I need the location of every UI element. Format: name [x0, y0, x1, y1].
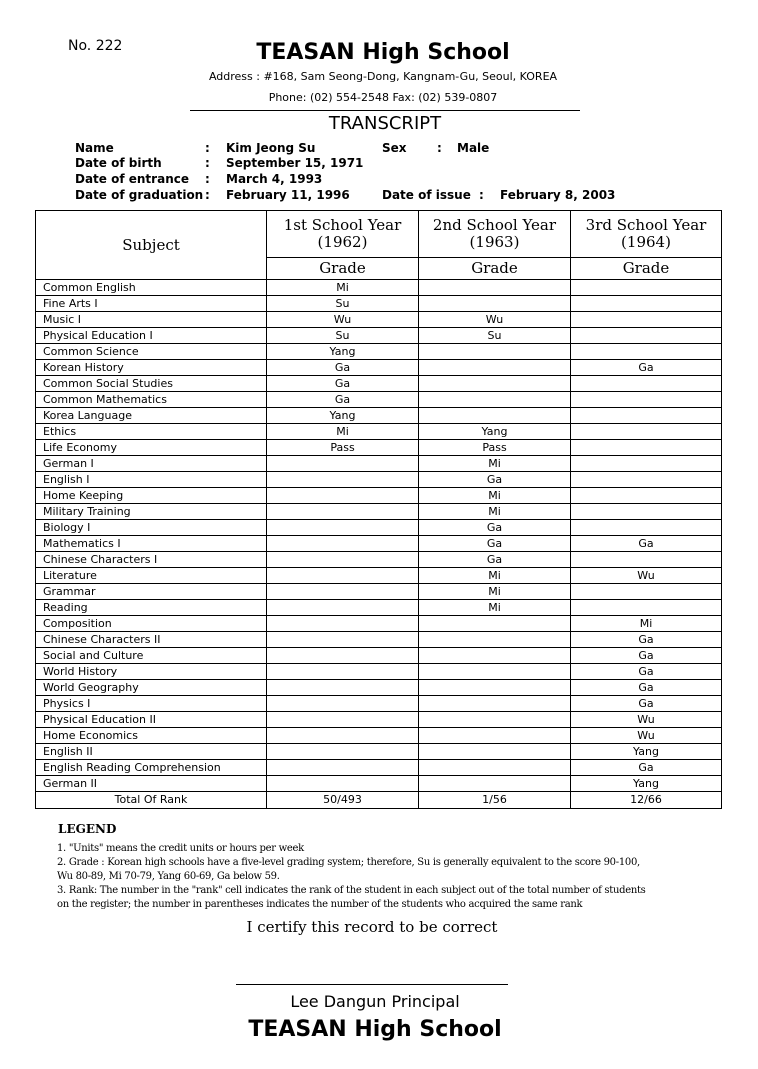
- subject-cell: Common Social Studies: [36, 376, 267, 392]
- grade-header: Grade: [419, 258, 571, 280]
- subject-cell: Composition: [36, 616, 267, 632]
- grade-cell-year-1: [267, 696, 419, 712]
- subject-cell: Home Economics: [36, 728, 267, 744]
- table-row: [36, 616, 722, 632]
- year-value: (1962): [317, 233, 368, 251]
- grade-cell-year-1: [267, 520, 419, 536]
- sex-value: Male: [457, 141, 490, 155]
- grade-cell-year-2: [419, 616, 571, 632]
- grade-cell-year-3: [571, 440, 722, 456]
- legend-title: LEGEND: [58, 822, 117, 836]
- total-rank-year-3: 12/66: [571, 792, 722, 809]
- table-row: [36, 568, 722, 584]
- grade-cell-year-3: [571, 600, 722, 616]
- grade-cell-year-3: [571, 312, 722, 328]
- subject-cell: Military Training: [36, 504, 267, 520]
- colon: :: [205, 141, 210, 155]
- grade-cell-year-1: [267, 632, 419, 648]
- subject-cell: Fine Arts I: [36, 296, 267, 312]
- grade-cell-year-3: [571, 344, 722, 360]
- total-rank-year-2: 1/56: [419, 792, 571, 809]
- grade-cell-year-2: [419, 712, 571, 728]
- grade-cell-year-1: [267, 712, 419, 728]
- colon: :: [437, 141, 442, 155]
- table-row: [36, 728, 722, 744]
- grade-cell-year-3: Mi: [571, 616, 722, 632]
- legend-line: Wu 80-89, Mi 70-79, Yang 60-69, Ga below 59.: [57, 871, 280, 882]
- sex-label: Sex: [382, 141, 407, 155]
- grade-cell-year-2: Mi: [419, 488, 571, 504]
- grade-cell-year-2: Ga: [419, 472, 571, 488]
- grade-cell-year-3: Ga: [571, 760, 722, 776]
- grade-cell-year-2: Ga: [419, 552, 571, 568]
- grade-cell-year-1: [267, 536, 419, 552]
- grade-cell-year-1: Mi: [267, 280, 419, 296]
- document-number: No. 222: [68, 38, 123, 54]
- table-row: [36, 680, 722, 696]
- table-row: [36, 600, 722, 616]
- table-row: [36, 648, 722, 664]
- grade-cell-year-1: Su: [267, 328, 419, 344]
- birth-value: September 15, 1971: [226, 156, 364, 170]
- subject-cell: Chinese Characters II: [36, 632, 267, 648]
- year-value: (1964): [621, 233, 671, 251]
- grade-cell-year-2: Mi: [419, 600, 571, 616]
- principal-name: Lee Dangun Principal: [290, 992, 460, 1011]
- subject-cell: Home Keeping: [36, 488, 267, 504]
- subject-cell: Common English: [36, 280, 267, 296]
- subject-cell: Literature: [36, 568, 267, 584]
- subject-cell: World Geography: [36, 680, 267, 696]
- grade-cell-year-1: [267, 568, 419, 584]
- grade-cell-year-2: Mi: [419, 504, 571, 520]
- grade-cell-year-3: [571, 408, 722, 424]
- subject-cell: Chinese Characters I: [36, 552, 267, 568]
- table-row: [36, 504, 722, 520]
- grade-cell-year-1: [267, 504, 419, 520]
- grade-cell-year-3: [571, 504, 722, 520]
- graduation-label: Date of graduation: [75, 188, 204, 202]
- grade-cell-year-2: [419, 408, 571, 424]
- table-row: [36, 472, 722, 488]
- subject-cell: Physical Education I: [36, 328, 267, 344]
- grade-cell-year-1: Pass: [267, 440, 419, 456]
- grade-cell-year-3: Ga: [571, 648, 722, 664]
- legend-line: 2. Grade : Korean high schools have a five-level grading system; therefore, Su is generally equivalent to the score 90-100,: [57, 857, 640, 868]
- table-row: [36, 584, 722, 600]
- grade-cell-year-3: [571, 456, 722, 472]
- issue-label: Date of issue: [382, 188, 471, 202]
- grade-cell-year-2: [419, 632, 571, 648]
- grade-cell-year-2: Pass: [419, 440, 571, 456]
- subject-cell: German I: [36, 456, 267, 472]
- grade-cell-year-2: [419, 376, 571, 392]
- grade-cell-year-3: Ga: [571, 536, 722, 552]
- name-label: Name: [75, 141, 114, 155]
- grades-table: [35, 210, 722, 809]
- colon: :: [205, 188, 210, 202]
- grade-cell-year-2: Yang: [419, 424, 571, 440]
- subject-cell: Korean History: [36, 360, 267, 376]
- table-row: [36, 664, 722, 680]
- school-address: Address : #168, Sam Seong-Dong, Kangnam-Gu, Seoul, KOREA: [208, 70, 558, 83]
- legend-line: 3. Rank: The number in the "rank" cell indicates the rank of the student in each subject out of the total number of students: [57, 885, 646, 896]
- grade-cell-year-1: [267, 728, 419, 744]
- grade-cell-year-1: Yang: [267, 408, 419, 424]
- grade-cell-year-2: [419, 344, 571, 360]
- grade-cell-year-2: [419, 360, 571, 376]
- subject-cell: Ethics: [36, 424, 267, 440]
- grade-cell-year-2: Mi: [419, 584, 571, 600]
- year-header-3: [571, 211, 722, 258]
- colon: :: [205, 172, 210, 186]
- subject-cell: Mathematics I: [36, 536, 267, 552]
- grade-cell-year-2: [419, 392, 571, 408]
- subject-cell: English II: [36, 744, 267, 760]
- school-phone: Phone: (02) 554-2548 Fax: (02) 539-0807: [268, 91, 498, 104]
- subject-cell: Physics I: [36, 696, 267, 712]
- subject-cell: Common Mathematics: [36, 392, 267, 408]
- grade-cell-year-1: [267, 744, 419, 760]
- table-row: [36, 280, 722, 296]
- grade-cell-year-1: [267, 472, 419, 488]
- year-label: 3rd School Year: [585, 216, 707, 234]
- table-row: [36, 744, 722, 760]
- table-row: [36, 408, 722, 424]
- birth-label: Date of birth: [75, 156, 162, 170]
- total-row: [36, 792, 722, 809]
- grade-cell-year-2: [419, 280, 571, 296]
- grade-cell-year-3: Wu: [571, 712, 722, 728]
- entrance-value: March 4, 1993: [226, 172, 323, 186]
- document-title: TRANSCRIPT: [328, 113, 442, 134]
- graduation-value: February 11, 1996: [226, 188, 350, 202]
- grade-cell-year-3: [571, 296, 722, 312]
- grade-cell-year-2: [419, 648, 571, 664]
- school-name-footer: TEASAN High School: [248, 1017, 502, 1042]
- table-row: [36, 376, 722, 392]
- subject-cell: Korea Language: [36, 408, 267, 424]
- subject-cell: Common Science: [36, 344, 267, 360]
- grade-header: Grade: [571, 258, 722, 280]
- grade-cell-year-3: Wu: [571, 568, 722, 584]
- table-row: [36, 776, 722, 792]
- table-row: [36, 696, 722, 712]
- grade-cell-year-2: Wu: [419, 312, 571, 328]
- grade-cell-year-1: Mi: [267, 424, 419, 440]
- signature-line: [236, 984, 508, 985]
- grade-cell-year-3: [571, 584, 722, 600]
- year-label: 2nd School Year: [432, 216, 557, 234]
- legend-line: 1. "Units" means the credit units or hours per week: [57, 843, 304, 854]
- grade-cell-year-1: [267, 776, 419, 792]
- grade-cell-year-1: [267, 552, 419, 568]
- table-row: [36, 712, 722, 728]
- subject-cell: World History: [36, 664, 267, 680]
- grade-rows: [36, 280, 722, 792]
- grade-cell-year-3: Yang: [571, 776, 722, 792]
- table-row: [36, 424, 722, 440]
- table-row: [36, 632, 722, 648]
- grade-cell-year-1: [267, 616, 419, 632]
- grade-cell-year-3: [571, 552, 722, 568]
- issue-value: February 8, 2003: [500, 188, 616, 202]
- grade-cell-year-1: [267, 488, 419, 504]
- grade-cell-year-1: Yang: [267, 344, 419, 360]
- grade-cell-year-3: [571, 472, 722, 488]
- grade-cell-year-2: [419, 680, 571, 696]
- table-row: [36, 536, 722, 552]
- grade-cell-year-3: Ga: [571, 664, 722, 680]
- colon: :: [479, 188, 484, 202]
- grade-cell-year-3: Ga: [571, 696, 722, 712]
- table-row: [36, 360, 722, 376]
- subject-cell: Life Economy: [36, 440, 267, 456]
- subject-cell: Physical Education II: [36, 712, 267, 728]
- grade-cell-year-1: [267, 760, 419, 776]
- grade-cell-year-2: [419, 664, 571, 680]
- subject-cell: Grammar: [36, 584, 267, 600]
- grade-cell-year-2: [419, 696, 571, 712]
- grade-cell-year-1: [267, 600, 419, 616]
- year-header-row: [36, 211, 722, 258]
- table-row: [36, 392, 722, 408]
- grade-cell-year-2: [419, 296, 571, 312]
- grade-cell-year-2: Su: [419, 328, 571, 344]
- grade-cell-year-3: [571, 328, 722, 344]
- grade-cell-year-2: [419, 760, 571, 776]
- total-rank-year-1: 50/493: [267, 792, 419, 809]
- table-row: [36, 296, 722, 312]
- grade-cell-year-1: Ga: [267, 376, 419, 392]
- grade-cell-year-1: Ga: [267, 360, 419, 376]
- colon: :: [205, 156, 210, 170]
- total-label: Total Of Rank: [36, 792, 267, 809]
- table-row: [36, 552, 722, 568]
- subject-cell: English I: [36, 472, 267, 488]
- grade-cell-year-1: Wu: [267, 312, 419, 328]
- grade-cell-year-3: Ga: [571, 632, 722, 648]
- subject-cell: English Reading Comprehension: [36, 760, 267, 776]
- subject-cell: Music I: [36, 312, 267, 328]
- grade-cell-year-2: [419, 776, 571, 792]
- grade-cell-year-1: Su: [267, 296, 419, 312]
- grade-cell-year-3: [571, 280, 722, 296]
- certification-statement: I certify this record to be correct: [246, 918, 498, 936]
- subject-cell: Reading: [36, 600, 267, 616]
- year-header-1: [267, 211, 419, 258]
- grade-cell-year-1: [267, 664, 419, 680]
- grade-cell-year-3: Wu: [571, 728, 722, 744]
- grade-cell-year-1: [267, 648, 419, 664]
- grade-header: Grade: [267, 258, 419, 280]
- grade-cell-year-2: [419, 744, 571, 760]
- grade-cell-year-3: [571, 376, 722, 392]
- grade-cell-year-3: [571, 424, 722, 440]
- header-divider: [190, 110, 580, 111]
- grade-cell-year-3: [571, 520, 722, 536]
- table-row: [36, 440, 722, 456]
- year-label: 1st School Year: [283, 216, 402, 234]
- subject-header: Subject: [36, 211, 267, 280]
- grade-cell-year-1: [267, 456, 419, 472]
- grade-cell-year-1: [267, 680, 419, 696]
- legend-line: on the register; the number in parentheses indicates the number of the students who acquired the same rank: [57, 899, 583, 910]
- subject-cell: Social and Culture: [36, 648, 267, 664]
- subject-cell: German II: [36, 776, 267, 792]
- grade-cell-year-2: Mi: [419, 456, 571, 472]
- year-value: (1963): [469, 233, 520, 251]
- table-row: [36, 456, 722, 472]
- grade-cell-year-1: [267, 584, 419, 600]
- school-name: TEASAN High School: [256, 40, 510, 65]
- grade-cell-year-3: [571, 392, 722, 408]
- grade-cell-year-3: Ga: [571, 360, 722, 376]
- grade-cell-year-2: [419, 728, 571, 744]
- table-row: [36, 488, 722, 504]
- year-header-2: [419, 211, 571, 258]
- grade-cell-year-1: Ga: [267, 392, 419, 408]
- grade-cell-year-3: [571, 488, 722, 504]
- grade-cell-year-2: Mi: [419, 568, 571, 584]
- entrance-label: Date of entrance: [75, 172, 189, 186]
- grade-cell-year-3: Yang: [571, 744, 722, 760]
- table-row: [36, 328, 722, 344]
- grade-cell-year-2: Ga: [419, 520, 571, 536]
- name-value: Kim Jeong Su: [226, 141, 316, 155]
- table-row: [36, 344, 722, 360]
- grade-cell-year-2: Ga: [419, 536, 571, 552]
- subject-cell: Biology I: [36, 520, 267, 536]
- table-row: [36, 760, 722, 776]
- table-row: [36, 312, 722, 328]
- grade-cell-year-3: Ga: [571, 680, 722, 696]
- table-row: [36, 520, 722, 536]
